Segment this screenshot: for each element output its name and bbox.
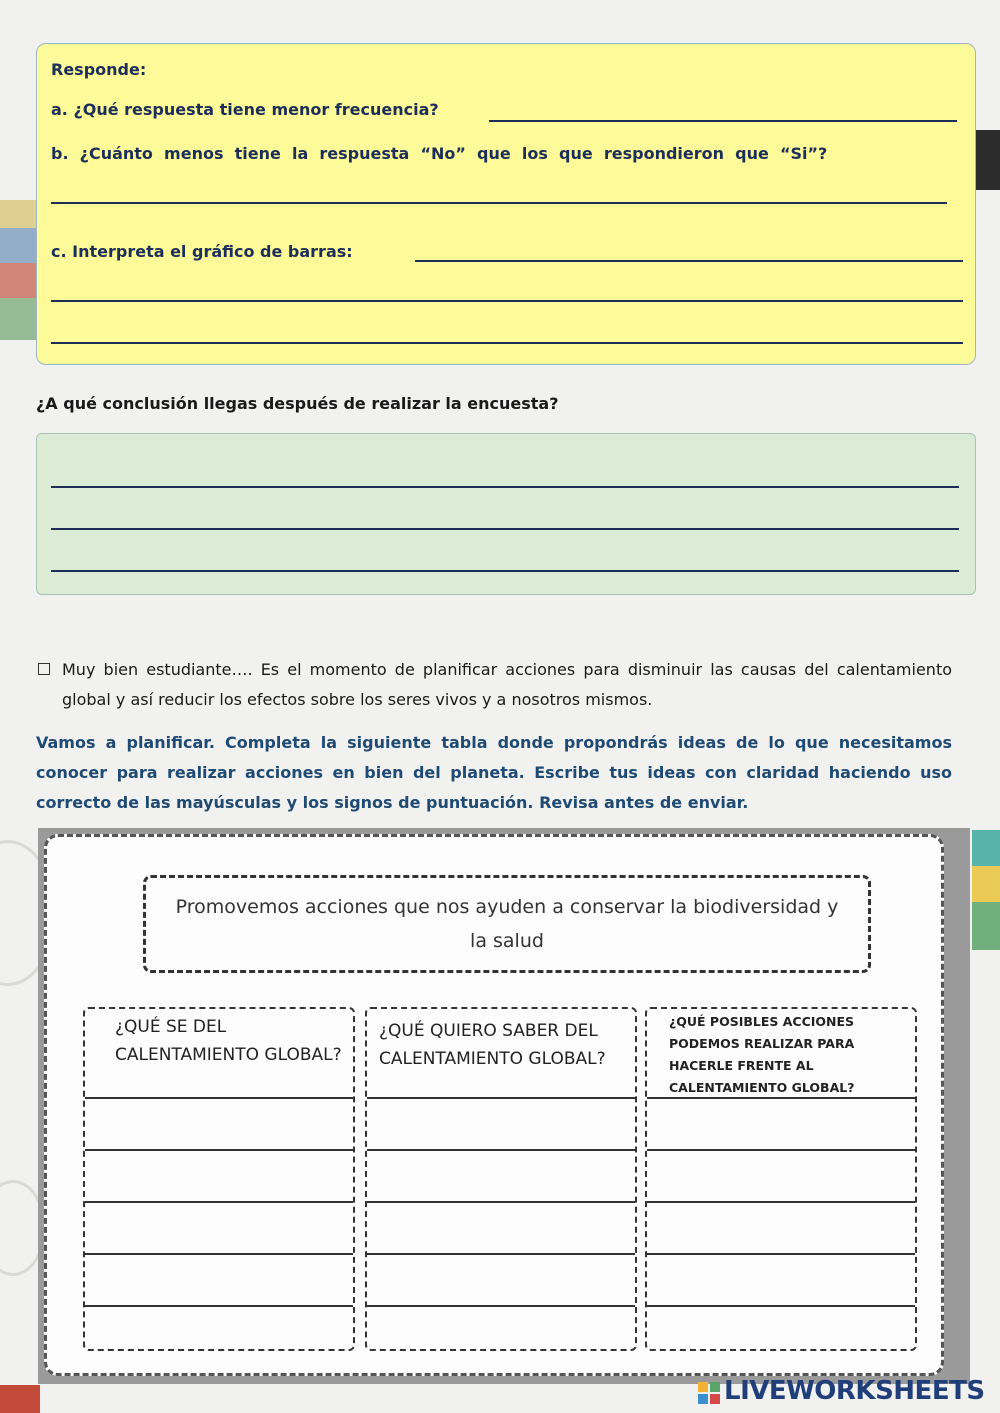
column-possible-actions — [645, 1007, 917, 1351]
background-corner-decoration — [0, 1385, 40, 1413]
answer-cell[interactable] — [85, 1255, 353, 1305]
answer-cell[interactable] — [367, 1307, 635, 1349]
answer-a-line[interactable] — [489, 120, 957, 122]
checkbox-icon — [38, 663, 50, 675]
liveworksheets-watermark: LIVEWORKSHEETS — [724, 1376, 985, 1406]
answer-cell[interactable] — [85, 1307, 353, 1349]
answer-cell[interactable] — [647, 1099, 915, 1149]
answer-cell[interactable] — [85, 1151, 353, 1201]
question-b: b. ¿Cuánto menos tiene la respuesta “No” que los que respondieron que “Si”? — [51, 144, 828, 163]
instructions-paragraph: Vamos a planificar. Completa la siguiente tabla donde propondrás ideas de lo que necesitamos conocer para realizar acciones en bien del planeta. Escribe tus ideas con claridad haciendo uso correcto de las mayúsculas y los signos de puntuación. Revisa antes de enviar. — [36, 733, 952, 812]
conclusion-question: ¿A qué conclusión llegas después de realizar la encuesta? — [36, 394, 559, 413]
answer-cell[interactable] — [367, 1099, 635, 1149]
answer-cell[interactable] — [85, 1099, 353, 1149]
question-c: c. Interpreta el gráfico de barras: — [51, 242, 353, 261]
background-books-decoration — [0, 200, 36, 340]
conclusion-line-2[interactable] — [51, 528, 959, 530]
liveworksheets-logo-icon — [698, 1382, 720, 1404]
answer-cell[interactable] — [85, 1203, 353, 1253]
bullet-paragraph — [38, 655, 952, 715]
answer-cell[interactable] — [647, 1307, 915, 1349]
bullet-text: Muy bien estudiante…. Es el momento de planificar acciones para disminuir las causas del calentamiento global y así reducir los efectos sobre los seres vivos y a nosotros mismos. — [62, 660, 952, 709]
answer-cell[interactable] — [367, 1255, 635, 1305]
answer-c-line-3[interactable] — [51, 342, 963, 344]
answer-b-line[interactable] — [51, 202, 947, 204]
answer-c-line-1[interactable] — [415, 260, 963, 262]
questions-heading: Responde: — [51, 60, 147, 79]
answer-cell[interactable] — [647, 1151, 915, 1201]
answer-cell[interactable] — [647, 1203, 915, 1253]
question-a: a. ¿Qué respuesta tiene menor frecuencia? — [51, 100, 439, 119]
table-title: Promovemos acciones que nos ayuden a conservar la biodiversidad y la salud — [143, 875, 871, 973]
table-frame — [38, 828, 970, 1384]
answer-c-line-2[interactable] — [51, 300, 963, 302]
table-card — [44, 834, 944, 1376]
background-book-decoration — [972, 830, 1000, 950]
background-book-decoration — [976, 130, 1000, 190]
column-what-i-want-to-know — [365, 1007, 637, 1351]
answer-cell[interactable] — [647, 1255, 915, 1305]
conclusion-box — [36, 433, 976, 595]
column-what-i-know — [83, 1007, 355, 1351]
answer-cell[interactable] — [367, 1151, 635, 1201]
column-header: ¿QUÉ POSIBLES ACCIONES PODEMOS REALIZAR PARA HACERLE FRENTE AL CALENTAMIENTO GLOBAL? — [647, 1009, 915, 1099]
questions-box — [36, 43, 976, 365]
conclusion-line-1[interactable] — [51, 486, 959, 488]
answer-cell[interactable] — [367, 1203, 635, 1253]
column-header: ¿QUÉ SE DEL CALENTAMIENTO GLOBAL? — [85, 1009, 353, 1099]
column-header: ¿QUÉ QUIERO SABER DEL CALENTAMIENTO GLOBAL? — [367, 1009, 635, 1099]
conclusion-line-3[interactable] — [51, 570, 959, 572]
